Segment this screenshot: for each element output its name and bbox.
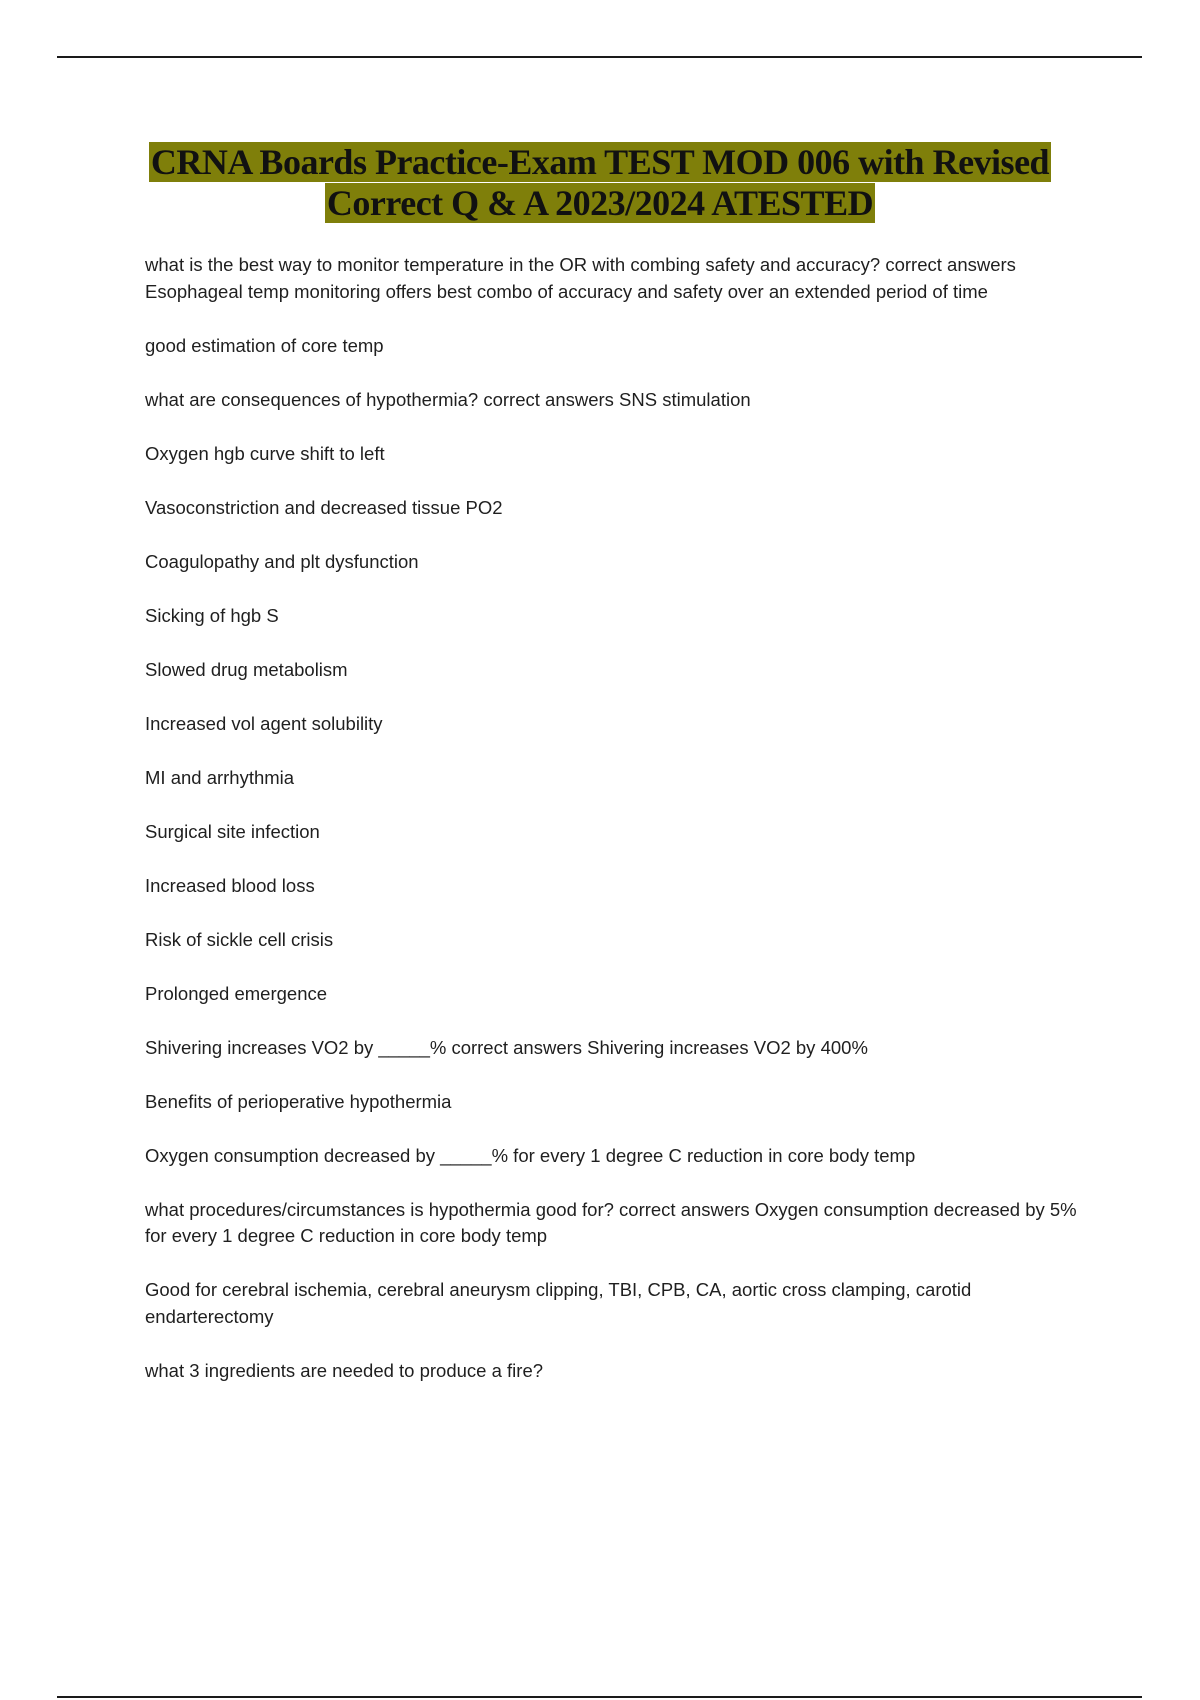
paragraph: what 3 ingredients are needed to produce a fire? — [145, 1359, 544, 1381]
paragraph: Shivering increases VO2 by _____% correct answers Shivering increases VO2 by 400% — [145, 1036, 868, 1058]
top-rule — [57, 56, 1142, 58]
paragraph: Increased vol agent solubility — [145, 712, 383, 734]
paragraph: Risk of sickle cell crisis — [145, 928, 334, 950]
paragraph: what procedures/circumstances is hypothermia good for? correct answers Oxygen consumption decreased by 5% for every 1 degree C reduction in core body temp — [145, 1198, 1077, 1246]
title-block — [100, 142, 1100, 224]
paragraph: what is the best way to monitor temperature in the OR with combing safety and accuracy? correct answers Esophageal temp monitoring offers best combo of accuracy and safety over an extended period of time — [145, 254, 1016, 302]
bottom-rule — [57, 1696, 1142, 1698]
paragraph: Benefits of perioperative hypothermia — [145, 1090, 452, 1112]
paragraph: good estimation of core temp — [145, 334, 384, 356]
paragraph: Slowed drug metabolism — [145, 658, 348, 680]
paragraph: Good for cerebral ischemia, cerebral aneurysm clipping, TBI, CPB, CA, aortic cross clamping, carotid endarterectomy — [145, 1279, 972, 1327]
paragraph: Increased blood loss — [145, 874, 315, 896]
paragraph: Oxygen hgb curve shift to left — [145, 442, 385, 464]
paragraph: Coagulopathy and plt dysfunction — [145, 550, 419, 572]
paragraph: Surgical site infection — [145, 820, 320, 842]
document-title: CRNA Boards Practice-Exam TEST MOD 006 with Revised Correct Q & A 2023/2024 ATESTED — [150, 142, 1050, 223]
paragraph: Prolonged emergence — [145, 982, 328, 1004]
paragraph: what are consequences of hypothermia? correct answers SNS stimulation — [145, 388, 751, 410]
paragraph: Vasoconstriction and decreased tissue PO2 — [145, 496, 503, 518]
document-body — [145, 252, 1090, 1412]
paragraph: MI and arrhythmia — [145, 766, 295, 788]
paragraph: Oxygen consumption decreased by _____% for every 1 degree C reduction in core body temp — [145, 1144, 916, 1166]
paragraph: Sicking of hgb S — [145, 604, 279, 626]
